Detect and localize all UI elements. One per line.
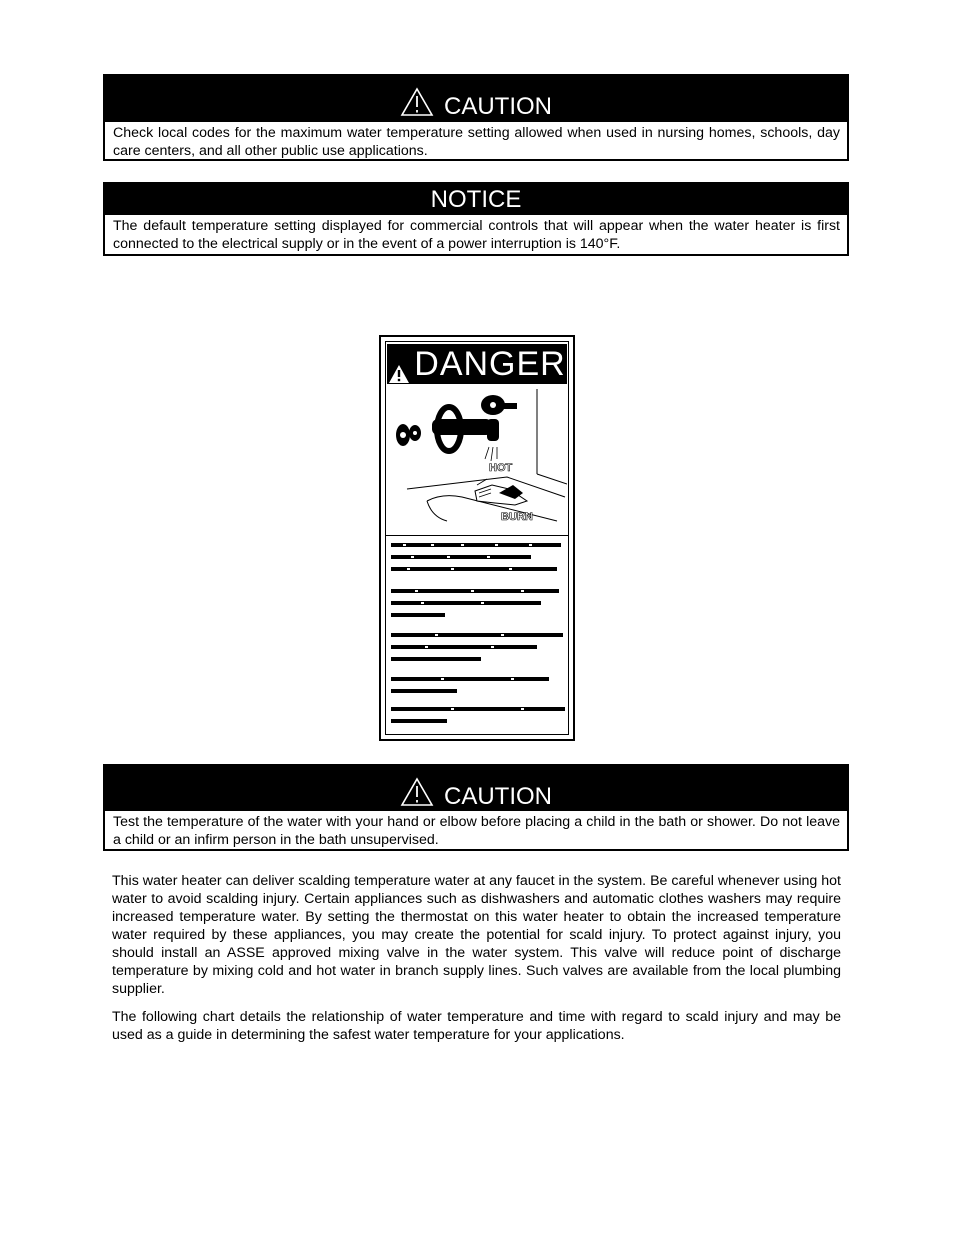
caution-title-top: CAUTION (444, 93, 552, 120)
warning-triangle-icon (400, 87, 434, 117)
danger-label-illegible-text (391, 541, 567, 731)
caution-box-bottom (103, 764, 849, 851)
notice-box (103, 182, 849, 256)
notice-title: NOTICE (430, 186, 522, 213)
notice-header (105, 184, 847, 215)
caution-header-top (105, 76, 847, 122)
danger-label (379, 335, 575, 741)
notice-text: The default temperature setting displayed for commercial controls that will appear when the water heater is first connected to the electrical supply or in the event of a power interruption is 140°F. (113, 218, 840, 252)
warning-triangle-icon (388, 354, 410, 374)
caution-title-bottom: CAUTION (444, 783, 552, 810)
warning-triangle-icon (400, 777, 434, 807)
scald-illustration (387, 389, 567, 534)
body-paragraph-scalding: This water heater can deliver scalding temperature water at any faucet in the system. Be careful whenever using hot water to avoid scalding injury. Certain appliances such as dishwashers and automatic clothes washers may require increased temperature water. By setting the thermostat on this water heater to obtain the increased temperature water required by these appliances, you may create the potential for scald injury. To protect against injury, you should install an ASSE approved mixing valve in the water system. This valve will reduce point of discharge temperature by mixing cold and hot water in branch supply lines. Such valves are available from the local plumbing supplier. (112, 873, 841, 997)
danger-title: DANGER (414, 344, 566, 383)
body-paragraph-chart-intro: The following chart details the relationship of water temperature and time with regard to scald injury and may be used as a guide in determining the safest water temperature for your applications. (112, 1009, 841, 1043)
danger-header (387, 344, 567, 384)
burn-label: BURN (501, 511, 533, 523)
caution-text-bottom: Test the temperature of the water with your hand or elbow before placing a child in the bath or shower. Do not leave a child or an infirm person in the bath unsupervised. (113, 814, 840, 848)
danger-label-divider (385, 535, 569, 536)
hot-label: HOT (489, 462, 513, 474)
caution-box-top (103, 74, 849, 161)
caution-text-top: Check local codes for the maximum water temperature setting allowed when used in nursing homes, schools, day care centers, and all other public use applications. (113, 125, 840, 159)
caution-header-bottom (105, 766, 847, 811)
